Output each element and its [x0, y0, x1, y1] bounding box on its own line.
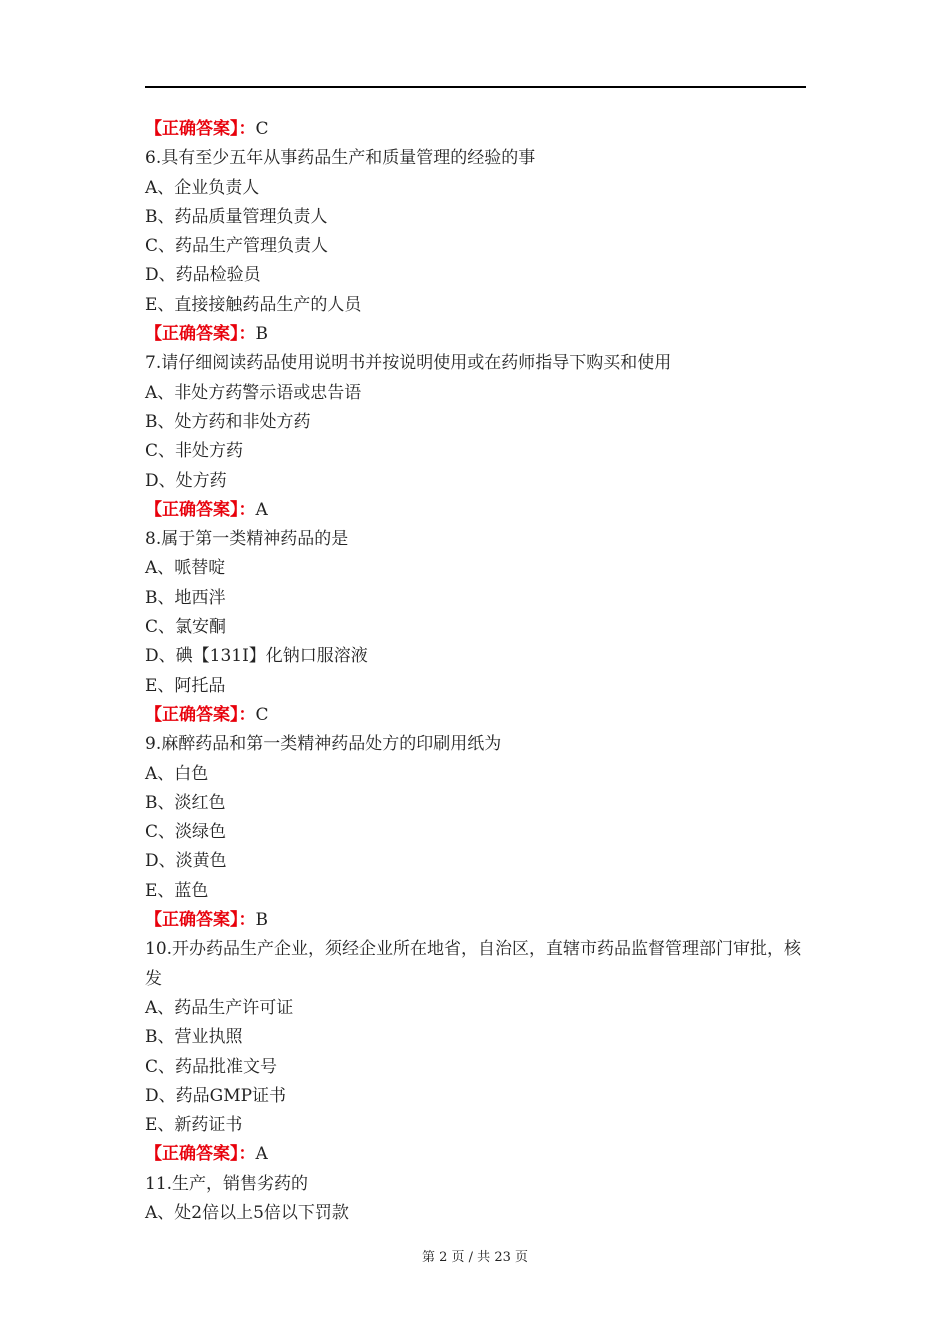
answer-label: 【正确答案】： [145, 499, 256, 520]
answer-letter: C [255, 119, 269, 139]
answer-line [145, 115, 810, 144]
answer-line [145, 1140, 810, 1169]
option-text: C、氯安酮 [145, 617, 227, 638]
option-text: B、地西泮 [145, 587, 226, 608]
answer-label: 【正确答案】： [145, 1144, 256, 1165]
answer-letter: A [255, 499, 268, 520]
answer-line [145, 496, 810, 525]
option-text: A、药品生产许可证 [145, 997, 294, 1018]
option-text: C、非处方药 [145, 441, 244, 462]
option-text: D、处方药 [145, 470, 227, 491]
page-footer: 第 2 页 / 共 23 页 [422, 1250, 528, 1265]
option-text: E、蓝色 [145, 880, 209, 901]
answer-label: 【正确答案】： [145, 910, 256, 931]
option-text: E、直接接触药品生产的人员 [145, 294, 362, 315]
option-text: D、碘【131I】化钠口服溶液 [145, 646, 368, 667]
option-text: C、药品批准文号 [145, 1056, 278, 1077]
option-text: A、哌替啶 [145, 558, 226, 579]
question-text: 6.具有至少五年从事药品生产和质量管理的经验的事 [145, 148, 536, 169]
option-text: B、处方药和非处方药 [145, 411, 311, 432]
option-text: C、淡绿色 [145, 822, 227, 843]
question-text: 7.请仔细阅读药品使用说明书并按说明使用或在药师指导下购买和使用 [145, 353, 672, 374]
option-text: E、阿托品 [145, 675, 226, 696]
answer-letter: B [255, 910, 268, 931]
option-text: D、药品检验员 [145, 265, 261, 286]
answer-line [145, 906, 810, 935]
option-text: E、新药证书 [145, 1115, 243, 1136]
answer-letter: A [255, 1144, 268, 1165]
option-text: B、药品质量管理负责人 [145, 206, 328, 227]
option-text: D、淡黄色 [145, 851, 227, 872]
question-text: 8.属于第一类精神药品的是 [145, 529, 349, 550]
option-text: C、药品生产管理负责人 [145, 236, 329, 257]
option-text: B、营业执照 [145, 1027, 243, 1048]
question-text: 9.麻醉药品和第一类精神药品处方的印刷用纸为 [145, 734, 502, 755]
option-text: A、非处方药警示语或忠告语 [145, 382, 362, 403]
question-text: 10.开办药品生产企业，须经企业所在地省，自治区，直辖市药品监督管理部门审批，核发 [145, 939, 802, 989]
answer-letter: C [255, 704, 269, 725]
header-rule [145, 86, 806, 88]
answer-line [145, 320, 810, 349]
answer-letter: B [255, 324, 268, 345]
option-text: D、药品GMP证书 [145, 1085, 287, 1106]
answer-label: 【正确答案】： [145, 119, 256, 139]
option-text: A、企业负责人 [145, 177, 260, 198]
answer-label: 【正确答案】： [145, 704, 256, 725]
document-body [145, 115, 810, 1228]
answer-line [145, 701, 810, 730]
answer-label: 【正确答案】： [145, 324, 256, 345]
option-text: A、白色 [145, 763, 209, 784]
option-text: A、处2倍以上5倍以下罚款 [145, 1202, 349, 1223]
option-text: B、淡红色 [145, 792, 226, 813]
question-text: 11.生产，销售劣药的 [145, 1173, 309, 1194]
